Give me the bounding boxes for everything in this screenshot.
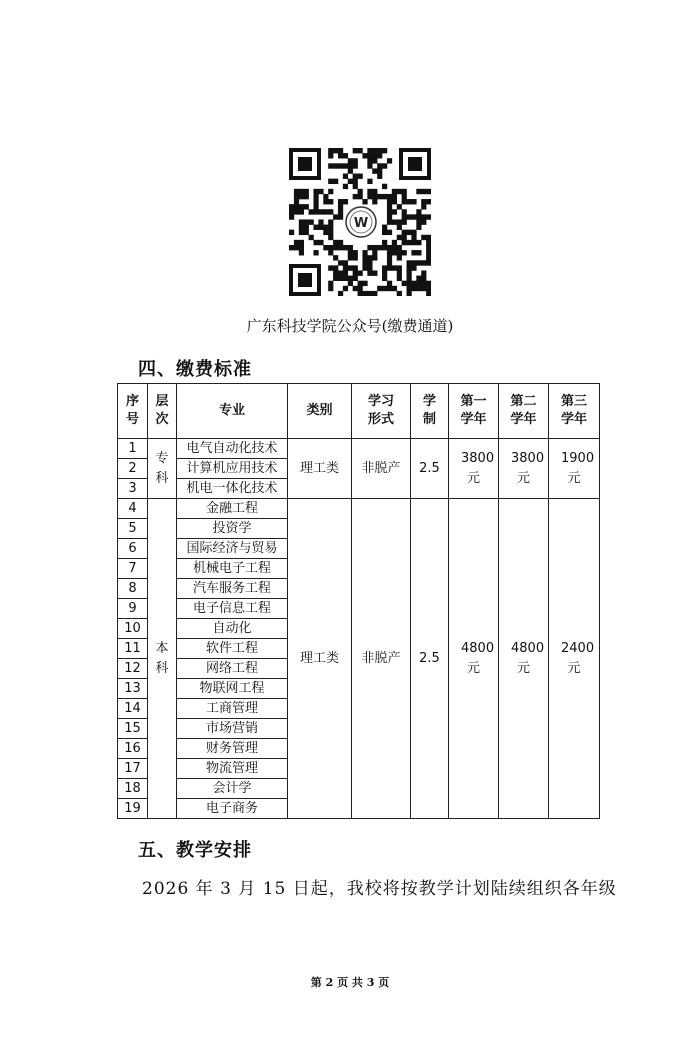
header-major: 专业: [177, 384, 288, 439]
section-5-title: 五、教学安排: [138, 840, 252, 861]
row-seq: 14: [118, 699, 148, 719]
row-seq: 13: [118, 679, 148, 699]
header-year2: 第二学年: [499, 384, 549, 439]
table-row: [118, 499, 600, 519]
row-level: 本科: [148, 499, 177, 819]
row-major: 工商管理: [177, 699, 288, 719]
row-year2: 4800元: [499, 499, 549, 819]
row-seq: 7: [118, 559, 148, 579]
qr-caption: 广东科技学院公众号(缴费通道): [246, 317, 454, 335]
row-major: 计算机应用技术: [177, 459, 288, 479]
header-category: 类别: [288, 384, 352, 439]
row-major: 国际经济与贸易: [177, 539, 288, 559]
table-row: [118, 439, 600, 459]
row-major: 电子商务: [177, 799, 288, 819]
row-major: 网络工程: [177, 659, 288, 679]
row-major: 物流管理: [177, 759, 288, 779]
row-seq: 4: [118, 499, 148, 519]
row-year1: 3800元: [449, 439, 499, 499]
row-major: 物联网工程: [177, 679, 288, 699]
row-major: 金融工程: [177, 499, 288, 519]
row-major: 投资学: [177, 519, 288, 539]
header-study-mode: 学习形式: [352, 384, 411, 439]
row-major: 电气自动化技术: [177, 439, 288, 459]
row-seq: 2: [118, 459, 148, 479]
row-major: 机电一体化技术: [177, 479, 288, 499]
row-major: 电子信息工程: [177, 599, 288, 619]
row-seq: 17: [118, 759, 148, 779]
row-major: 汽车服务工程: [177, 579, 288, 599]
row-major: 软件工程: [177, 639, 288, 659]
row-seq: 6: [118, 539, 148, 559]
row-major: 会计学: [177, 779, 288, 799]
row-study-mode: 非脱产: [352, 439, 411, 499]
svg-text:W: W: [353, 216, 369, 231]
header-level: 层次: [148, 384, 177, 439]
row-category: 理工类: [288, 499, 352, 819]
section-5-paragraph: 2026 年 3 月 15 日起，我校将按教学计划陆续组织各年级: [142, 879, 617, 899]
header-seq: 序号: [118, 384, 148, 439]
row-major: 财务管理: [177, 739, 288, 759]
row-year3: 2400元: [549, 499, 600, 819]
page-footer: 第 2 页 共 3 页: [310, 976, 390, 989]
header-year1: 第一学年: [449, 384, 499, 439]
row-seq: 9: [118, 599, 148, 619]
row-seq: 15: [118, 719, 148, 739]
row-duration: 2.5: [411, 439, 449, 499]
row-seq: 12: [118, 659, 148, 679]
row-seq: 3: [118, 479, 148, 499]
table-body: [118, 439, 600, 819]
header-duration: 学制: [411, 384, 449, 439]
row-seq: 10: [118, 619, 148, 639]
row-seq: 18: [118, 779, 148, 799]
fee-standard-table: [117, 383, 600, 819]
row-level: 专科: [148, 439, 177, 499]
row-seq: 16: [118, 739, 148, 759]
row-duration: 2.5: [411, 499, 449, 819]
row-year2: 3800元: [499, 439, 549, 499]
row-year3: 1900元: [549, 439, 600, 499]
row-seq: 1: [118, 439, 148, 459]
row-major: 机械电子工程: [177, 559, 288, 579]
qr-code-image: [289, 148, 431, 296]
header-year3: 第三学年: [549, 384, 600, 439]
row-seq: 19: [118, 799, 148, 819]
row-major: 市场营销: [177, 719, 288, 739]
row-major: 自动化: [177, 619, 288, 639]
row-category: 理工类: [288, 439, 352, 499]
row-seq: 11: [118, 639, 148, 659]
section-4-title: 四、缴费标准: [138, 359, 252, 380]
row-study-mode: 非脱产: [352, 499, 411, 819]
row-seq: 5: [118, 519, 148, 539]
row-seq: 8: [118, 579, 148, 599]
table-header-row: [118, 384, 600, 439]
row-year1: 4800元: [449, 499, 499, 819]
